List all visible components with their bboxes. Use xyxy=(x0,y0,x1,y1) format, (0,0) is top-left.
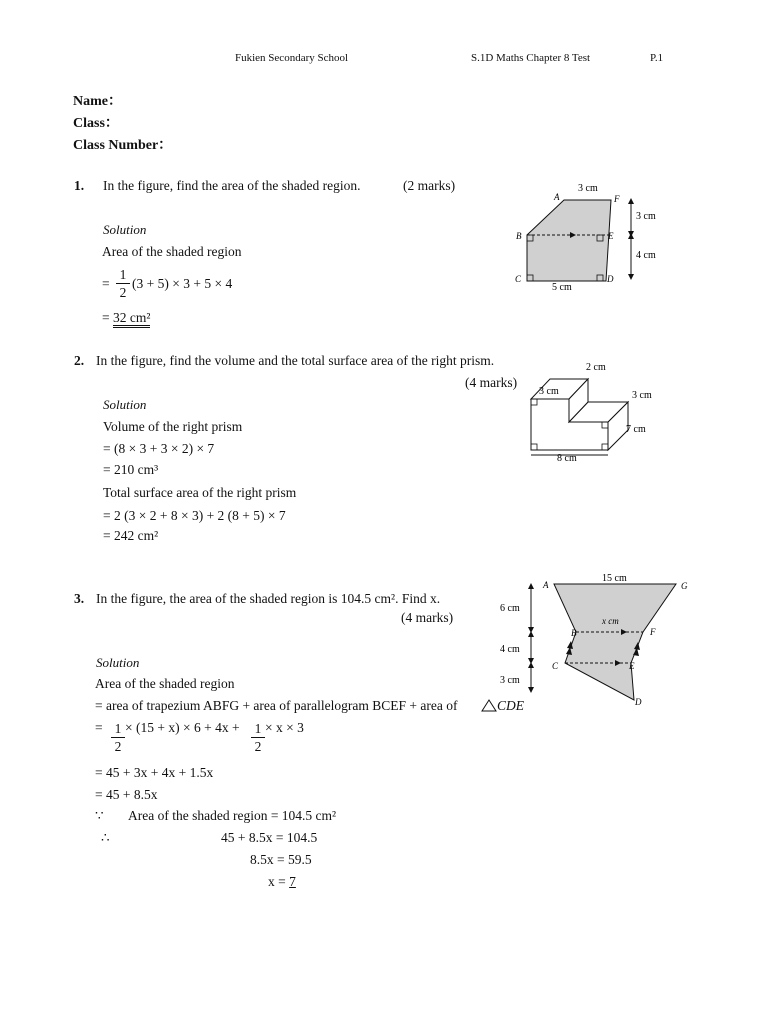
q1-number: 1. xyxy=(74,178,85,193)
q3-figure xyxy=(495,568,695,710)
q1-fig-right-bottom: 4 cm xyxy=(636,250,656,261)
q3-answer: 7 xyxy=(289,874,296,889)
q1-eq: = xyxy=(102,276,110,291)
q3-marks: (4 marks) xyxy=(401,610,454,625)
q1-fig-bottom: 5 cm xyxy=(552,282,572,293)
q1-fig-C: C xyxy=(515,274,522,284)
q3-step1: 45 + 8.5x = 104.5 xyxy=(221,830,318,845)
q1-fig-top: 3 cm xyxy=(578,183,598,194)
name-label: Name： xyxy=(73,94,122,109)
q3-fig-mid: x cm xyxy=(602,616,619,626)
q3-line2-tri: CDE xyxy=(497,698,524,713)
q3-line3-end: × x × 3 xyxy=(265,720,304,735)
q2-marks: (4 marks) xyxy=(465,375,518,390)
q3-fig-E: E xyxy=(629,661,635,671)
q1-line1: Area of the shaded region xyxy=(102,244,242,259)
q3-text: In the figure, the area of the shaded region is 104.5 cm². Find x. xyxy=(96,591,441,606)
q3-fraction-1: 1 2 xyxy=(111,720,125,755)
q3-line2: = area of trapezium ABFG + area of parallelogram BCEF + area of xyxy=(95,698,458,713)
q1-fig-B: B xyxy=(516,231,522,241)
q2-line-3: = 210 cm³ xyxy=(103,462,159,477)
q2-text: In the figure, find the volume and the total surface area of the right prism. xyxy=(96,353,495,368)
q3-fig-h2: 4 cm xyxy=(500,644,520,655)
q3-line3-eq: = xyxy=(95,720,103,735)
q2-fig-top: 2 cm xyxy=(586,362,606,373)
class-number-label: Class Number： xyxy=(73,138,173,153)
q3-step3: x = 7 xyxy=(268,874,296,889)
q3-fig-D: D xyxy=(635,697,642,707)
q1-fraction xyxy=(116,266,130,301)
q2-line-6: = 242 cm² xyxy=(103,528,159,543)
q2-line-4: Total surface area of the right prism xyxy=(103,485,297,500)
q2-line-2: = (8 × 3 + 3 × 2) × 7 xyxy=(103,441,215,456)
q3-fig-B: B xyxy=(571,628,577,638)
q1-solution-label: Solution xyxy=(103,222,147,237)
q3-line3-mid: × (15 + x) × 6 + 4x + xyxy=(125,720,240,735)
school-name: Fukien Secondary School xyxy=(235,52,349,64)
q3-fig-G: G xyxy=(681,581,688,591)
q1-fig-D: D xyxy=(607,274,614,284)
q2-line-5: = 2 (3 × 2 + 8 × 3) + 2 (8 + 5) × 7 xyxy=(103,508,286,523)
q2-line-1: Volume of the right prism xyxy=(103,419,243,434)
page-number: P.1 xyxy=(650,52,664,64)
q3-fig-h3: 3 cm xyxy=(500,675,520,686)
q3-fig-A: A xyxy=(543,580,549,590)
q3-fig-h1: 6 cm xyxy=(500,603,520,614)
q1-answer-line: = 32 cm² xyxy=(102,310,150,326)
q1-answer: 32 cm² xyxy=(113,310,150,328)
q3-line5: = 45 + 8.5x xyxy=(95,787,158,802)
q3-because: ∵ xyxy=(95,808,104,823)
q1-figure xyxy=(510,178,670,296)
test-title: S.1D Maths Chapter 8 Test xyxy=(471,52,591,64)
q3-fig-top: 15 cm xyxy=(602,573,627,584)
q1-text: In the figure, find the area of the shaded region. xyxy=(103,178,361,193)
q1-fig-E: E xyxy=(608,231,614,241)
q3-fraction-2: 1 2 xyxy=(251,720,265,755)
q3-step2: 8.5x = 59.5 xyxy=(250,852,312,867)
q3-because-text: Area of the shaded region = 104.5 cm² xyxy=(128,808,337,823)
q3-solution-label: Solution xyxy=(96,655,140,670)
q1-frac-den: 2 xyxy=(119,285,127,300)
q3-line1: Area of the shaded region xyxy=(95,676,235,691)
q2-fig-right: 3 cm xyxy=(632,390,652,401)
q1-fig-F: F xyxy=(614,194,620,204)
q2-fig-depth: 7 cm xyxy=(626,424,646,435)
q3-fig-C: C xyxy=(552,661,559,671)
q3-number: 3. xyxy=(74,591,85,606)
q1-line2: (3 + 5) × 3 + 5 × 4 xyxy=(132,276,233,291)
q2-fig-left: 3 cm xyxy=(539,386,559,397)
q1-frac-num: 1 xyxy=(119,267,127,282)
q2-number: 2. xyxy=(74,353,85,368)
q1-fig-right-top: 3 cm xyxy=(636,211,656,222)
q2-solution-label: Solution xyxy=(103,397,147,412)
q2-fig-bottom: 8 cm xyxy=(557,453,577,464)
q1-fig-A: A xyxy=(554,192,560,202)
q2-figure xyxy=(520,352,670,467)
q3-fig-F: F xyxy=(650,627,656,637)
class-label: Class： xyxy=(73,116,119,131)
q3-therefore: ∴ xyxy=(101,830,110,845)
q1-marks: (2 marks) xyxy=(403,178,456,193)
q3-line4: = 45 + 3x + 4x + 1.5x xyxy=(95,765,214,780)
